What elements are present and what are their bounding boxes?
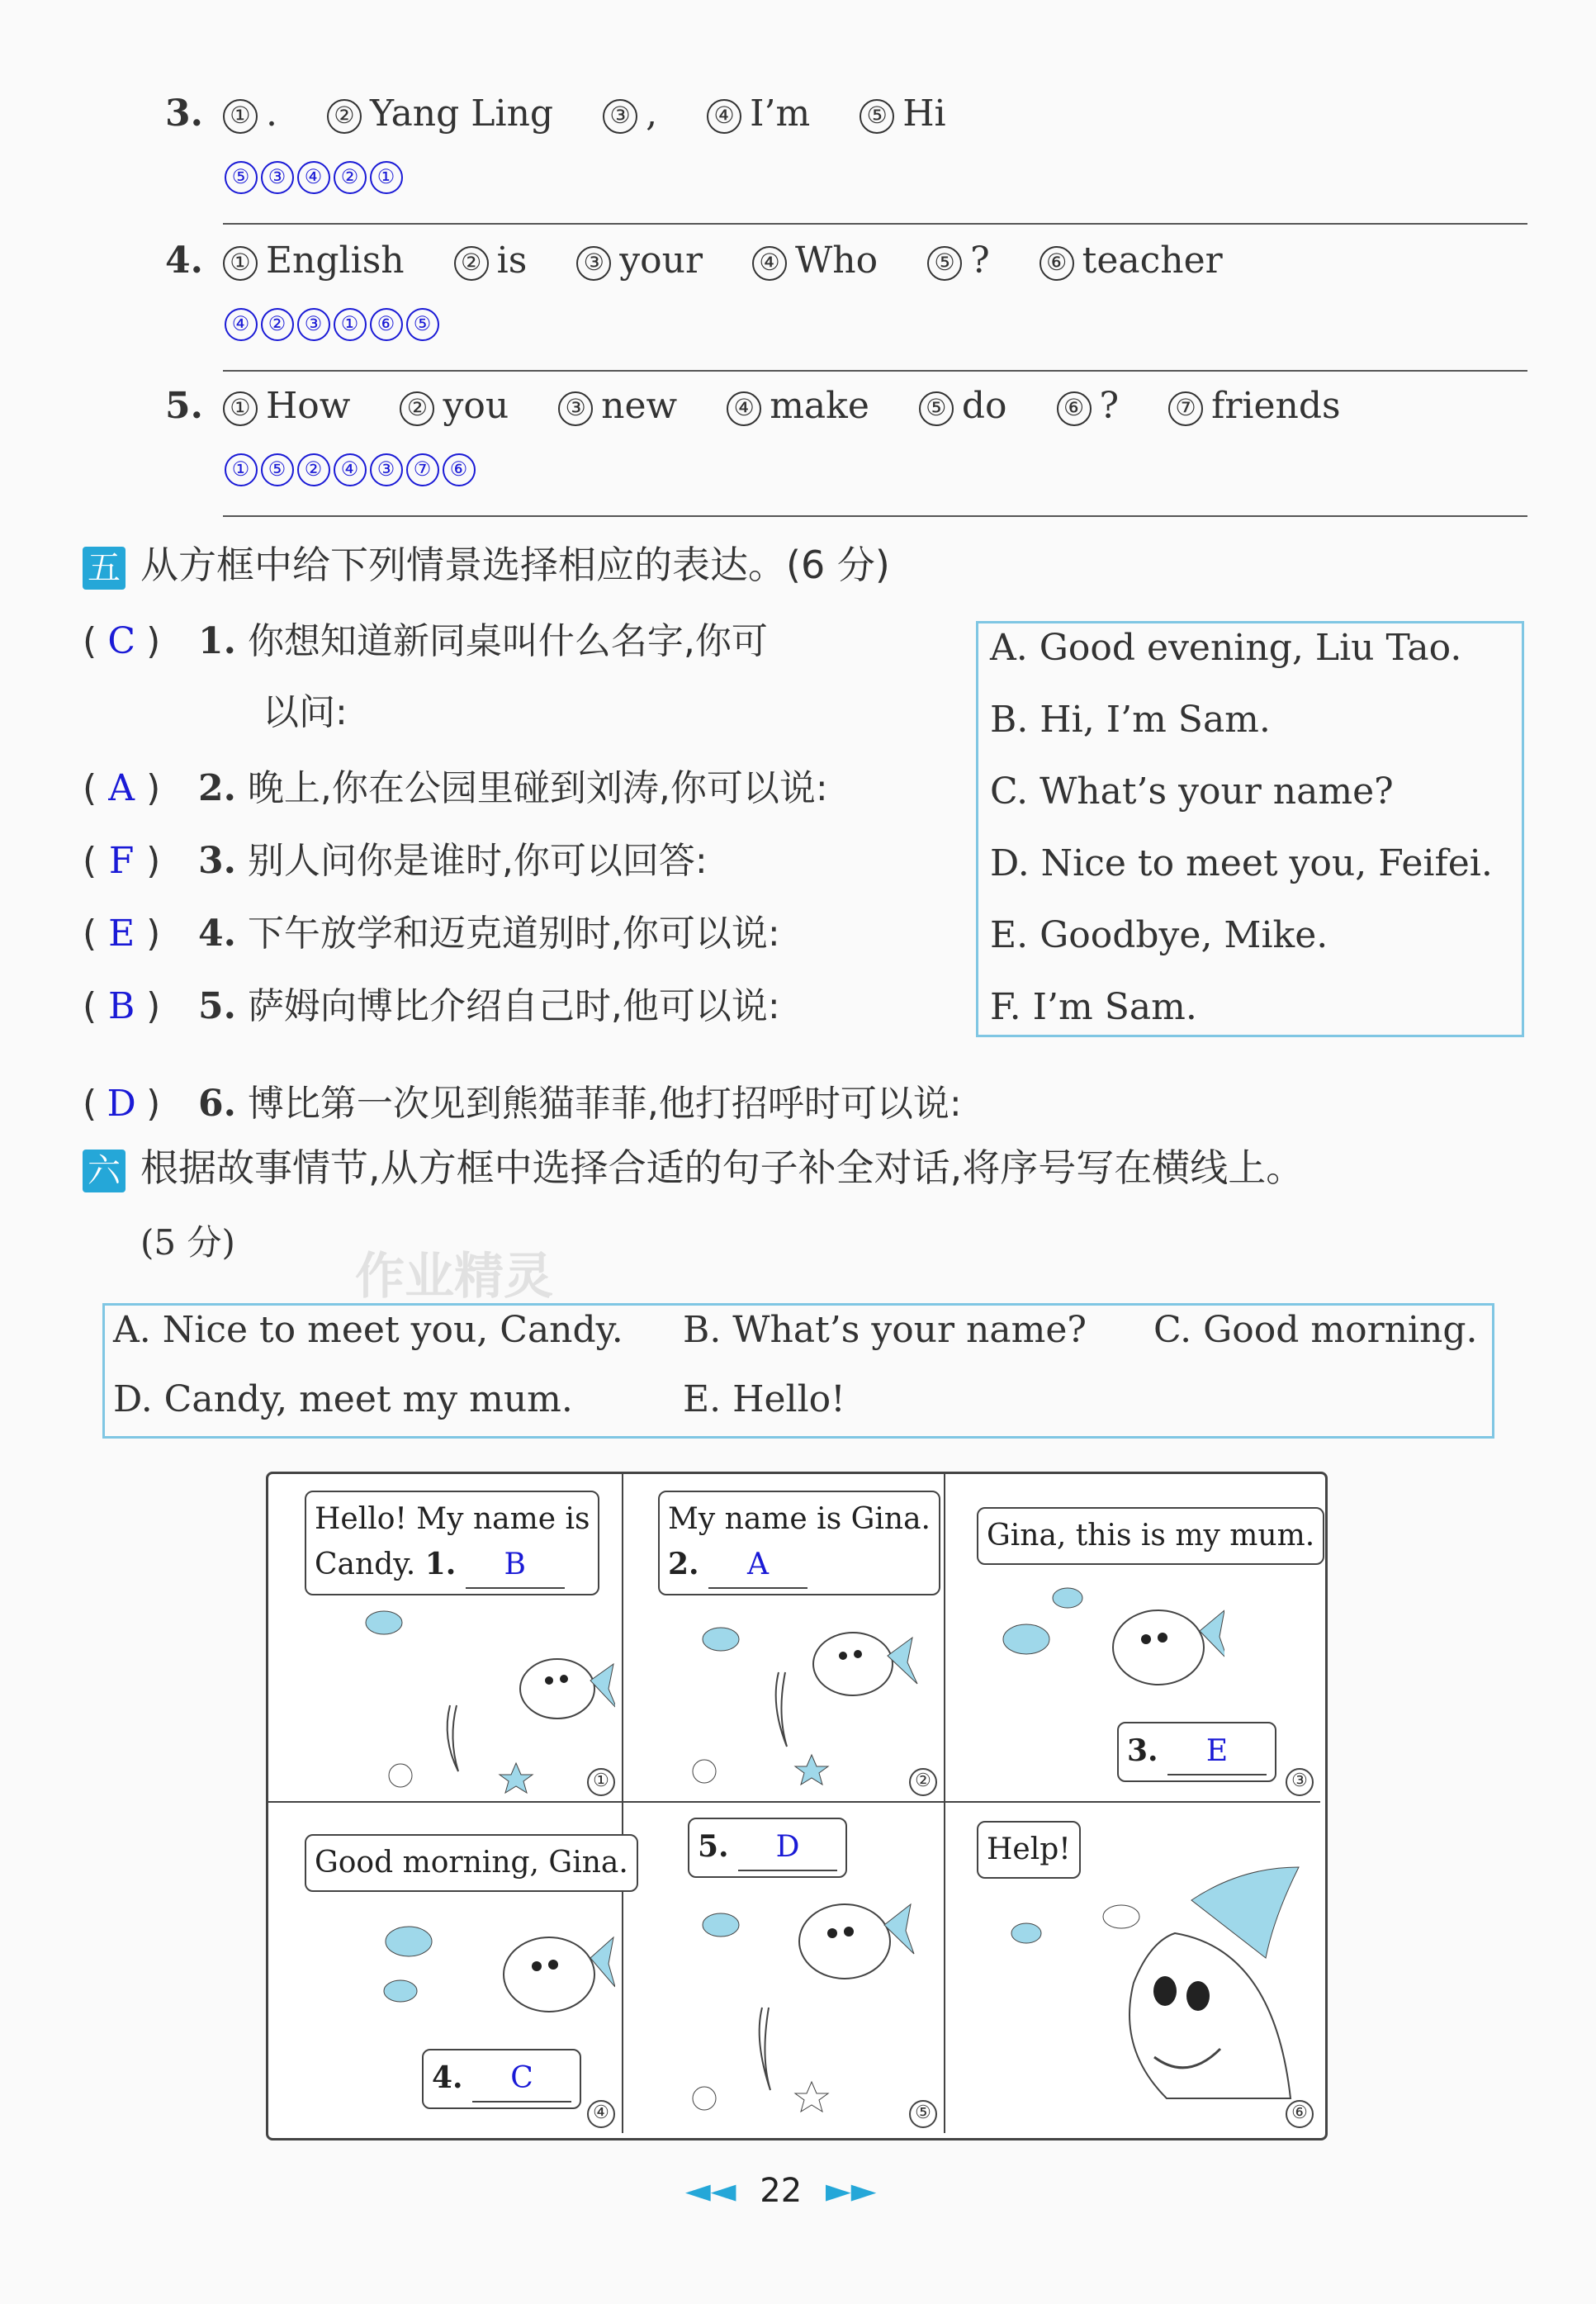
question-number: 6. (198, 1083, 236, 1125)
word-text: ? (970, 239, 990, 282)
answer-blank-1: B (466, 1543, 565, 1589)
answer-circled-number: ③ (261, 161, 294, 194)
question-number: 5. (165, 385, 203, 427)
question-text: 晚上,你在公园里碰到刘涛,你可以说: (247, 767, 828, 809)
word-text: ? (1099, 385, 1120, 427)
answer-letter: F (108, 840, 135, 882)
ordering-answer-5 (225, 451, 479, 486)
circled-number: ③ (576, 246, 611, 281)
answer-circled-number: ⑤ (261, 453, 294, 486)
sea-creatures-icon (351, 1908, 615, 2057)
section5-option-2: C. What’s your name? (990, 770, 1394, 813)
word-option (400, 385, 509, 427)
word-option (752, 239, 878, 282)
option-e: E. Hello! (683, 1378, 845, 1420)
answer-circled-number: ⑦ (406, 453, 439, 486)
sea-creatures-icon (671, 1606, 935, 1796)
question-number: 3. (165, 92, 203, 135)
comic-panel-4 (268, 1801, 628, 2133)
next-page-icon[interactable]: ►► (825, 2172, 877, 2210)
word-text: Yang Ling (369, 92, 554, 135)
sea-creatures-icon (977, 1573, 1224, 1738)
ordering-question-5 (165, 385, 1390, 427)
word-option (223, 92, 277, 135)
speech-bubble-3: Gina, this is my mum. (977, 1507, 1324, 1565)
word-text: English (265, 239, 405, 282)
word-option (576, 239, 703, 282)
answer-circled-number: ① (225, 453, 258, 486)
answer-circled-number: ③ (297, 308, 330, 341)
answer-parens: ( D ) (83, 1083, 161, 1125)
section5-option-3: D. Nice to meet you, Feifei. (990, 842, 1493, 884)
circled-number: ③ (603, 99, 637, 134)
word-text: Hi (902, 92, 946, 135)
panel-number-4: ④ (587, 2100, 615, 2128)
question-number: 4. (198, 913, 236, 955)
word-option (707, 92, 810, 135)
circled-number: ⑥ (1040, 246, 1074, 281)
speech-bubble-4b: 4. C (422, 2049, 581, 2109)
answer-rule-line (223, 223, 1527, 225)
section5-option-0: A. Good evening, Liu Tao. (990, 627, 1462, 669)
circled-number: ⑥ (1057, 391, 1092, 426)
comic-strip (266, 1472, 1328, 2140)
word-text: Who (795, 239, 879, 282)
word-text: your (619, 239, 703, 282)
answer-circled-number: ⑥ (370, 308, 403, 341)
big-fish-icon (977, 1851, 1307, 2115)
circled-number: ⑤ (919, 391, 954, 426)
circled-number: ⑤ (927, 246, 962, 281)
section5-options-box (976, 621, 1524, 1037)
question-number: 3. (198, 840, 236, 882)
word-text: is (496, 239, 528, 282)
section6-heading (83, 1138, 1304, 1192)
speech-bubble-3b: 3. E (1117, 1722, 1276, 1782)
circled-number: ① (223, 391, 258, 426)
page-footer (685, 2172, 876, 2210)
circled-number: ⑦ (1168, 391, 1203, 426)
speech-bubble-5: 5. D (688, 1818, 847, 1878)
option-c: C. Good morning. (1153, 1309, 1478, 1351)
answer-circled-number: ② (334, 161, 367, 194)
circled-number: ② (454, 246, 489, 281)
word-text: . (265, 92, 277, 135)
word-text: friends (1211, 385, 1341, 427)
answer-circled-number: ⑤ (225, 161, 258, 194)
circled-number: ② (327, 99, 362, 134)
panel-number-3: ③ (1286, 1768, 1314, 1796)
word-text: , (646, 92, 658, 135)
speech-bubble-6: Help! (977, 1821, 1081, 1879)
watermark: 作业精灵 (355, 1248, 553, 1306)
panel-number-5: ⑤ (909, 2100, 937, 2128)
answer-blank-5: D (738, 1825, 837, 1871)
ordering-answer-3 (225, 159, 406, 194)
section6-title: 根据故事情节,从方框中选择合适的句子补全对话,将序号写在横线上。 (140, 1145, 1305, 1190)
answer-circled-number: ① (334, 308, 367, 341)
word-option (927, 239, 990, 282)
word-option (603, 92, 657, 135)
answer-blank-3: E (1167, 1729, 1267, 1775)
word-text: do (961, 385, 1007, 427)
circled-number: ④ (727, 391, 761, 426)
section5-title: 从方框中给下列情景选择相应的表达。(6 分) (140, 543, 890, 587)
section5-question-3 (83, 831, 708, 884)
answer-circled-number: ① (370, 161, 403, 194)
word-option (223, 239, 405, 282)
comic-panel-3 (944, 1474, 1320, 1803)
circled-number: ④ (707, 99, 741, 134)
answer-circled-number: ④ (225, 308, 258, 341)
answer-blank-2: A (708, 1543, 807, 1589)
answer-letter: B (108, 985, 135, 1027)
comic-panel-2 (622, 1474, 945, 1803)
comic-panel-1 (268, 1474, 623, 1803)
answer-letter: C (107, 620, 135, 662)
sea-creatures-icon (351, 1598, 615, 1796)
option-d: D. Candy, meet my mum. (113, 1378, 573, 1420)
answer-parens: ( B ) (83, 985, 161, 1027)
word-option (860, 92, 945, 135)
panel-number-6: ⑥ (1286, 2100, 1314, 2128)
question-text: 你想知道新同桌叫什么名字,你可 (247, 620, 768, 662)
sea-creatures-icon (671, 1892, 935, 2123)
section5-option-5: F. I’m Sam. (990, 986, 1197, 1028)
section6-options-box (102, 1303, 1494, 1439)
circled-number: ④ (752, 246, 787, 281)
section5-icon: 五 (83, 547, 126, 590)
answer-circled-number: ④ (334, 453, 367, 486)
word-text: you (443, 385, 509, 427)
circled-number: ① (223, 246, 258, 281)
section5-option-1: B. Hi, I’m Sam. (990, 699, 1271, 741)
ordering-answer-4 (225, 306, 443, 341)
question-number: 2. (198, 767, 236, 809)
page-number: 22 (760, 2172, 803, 2210)
question-text: 博比第一次见到熊猫菲菲,他打招呼时可以说: (247, 1083, 962, 1125)
word-option (1057, 385, 1120, 427)
question-text-cont: 以问: (263, 691, 348, 733)
speech-bubble-1: Hello! My name is Candy. 1. B (305, 1491, 599, 1595)
word-option (727, 385, 869, 427)
speech-bubble-2: My name is Gina. 2. A (658, 1491, 940, 1595)
answer-circled-number: ⑤ (406, 308, 439, 341)
circled-number: ⑤ (860, 99, 894, 134)
answer-parens: ( C ) (83, 620, 161, 662)
section5-question-4 (83, 903, 780, 956)
answer-circled-number: ⑥ (443, 453, 476, 486)
section5-option-4: E. Goodbye, Mike. (990, 914, 1328, 956)
question-number: 5. (198, 985, 236, 1027)
word-text: I’m (750, 92, 811, 135)
question-text: 萨姆向博比介绍自己时,他可以说: (247, 985, 780, 1027)
word-text: new (601, 385, 678, 427)
word-text: How (265, 385, 351, 427)
answer-rule-line (223, 515, 1527, 517)
word-option (919, 385, 1007, 427)
answer-letter: A (108, 767, 135, 809)
circled-number: ① (223, 99, 258, 134)
option-b: B. What’s your name? (683, 1309, 1087, 1351)
answer-letter: D (107, 1083, 136, 1125)
answer-rule-line (223, 370, 1527, 372)
word-option (223, 385, 351, 427)
section6-score: (5 分) (140, 1222, 235, 1263)
answer-parens: ( F ) (83, 840, 161, 882)
panel-number-2: ② (909, 1768, 937, 1796)
circled-number: ② (400, 391, 434, 426)
answer-blank-4: C (472, 2056, 571, 2103)
circled-number: ③ (558, 391, 593, 426)
question-text: 别人问你是谁时,你可以回答: (247, 840, 708, 882)
question-number: 1. (198, 620, 236, 662)
word-option (1168, 385, 1341, 427)
word-option (1040, 239, 1223, 282)
question-text: 下午放学和迈克道别时,你可以说: (247, 913, 780, 955)
speech-bubble-4: Good morning, Gina. (305, 1834, 638, 1892)
comic-panel-5 (622, 1801, 945, 2133)
section5-question-6 (83, 1074, 962, 1126)
ordering-question-3 (165, 92, 996, 135)
word-option (558, 385, 677, 427)
question-number: 4. (165, 239, 203, 282)
word-text: make (770, 385, 869, 427)
prev-page-icon[interactable]: ◄◄ (685, 2172, 736, 2210)
answer-parens: ( A ) (83, 767, 161, 809)
section5-heading (83, 535, 890, 590)
section5-question-1 (83, 611, 768, 664)
ordering-question-4 (165, 239, 1272, 282)
comic-panel-6 (944, 1801, 1320, 2133)
word-text: teacher (1082, 239, 1223, 282)
answer-circled-number: ③ (370, 453, 403, 486)
word-option (327, 92, 553, 135)
answer-circled-number: ② (297, 453, 330, 486)
section5-question-5 (83, 976, 780, 1029)
section5-question-2 (83, 758, 828, 811)
answer-letter: E (108, 913, 135, 955)
answer-parens: ( E ) (83, 913, 161, 955)
answer-circled-number: ④ (297, 161, 330, 194)
word-option (454, 239, 528, 282)
panel-number-1: ① (587, 1768, 615, 1796)
section6-icon: 六 (83, 1150, 126, 1192)
answer-circled-number: ② (261, 308, 294, 341)
option-a: A. Nice to meet you, Candy. (113, 1309, 623, 1351)
